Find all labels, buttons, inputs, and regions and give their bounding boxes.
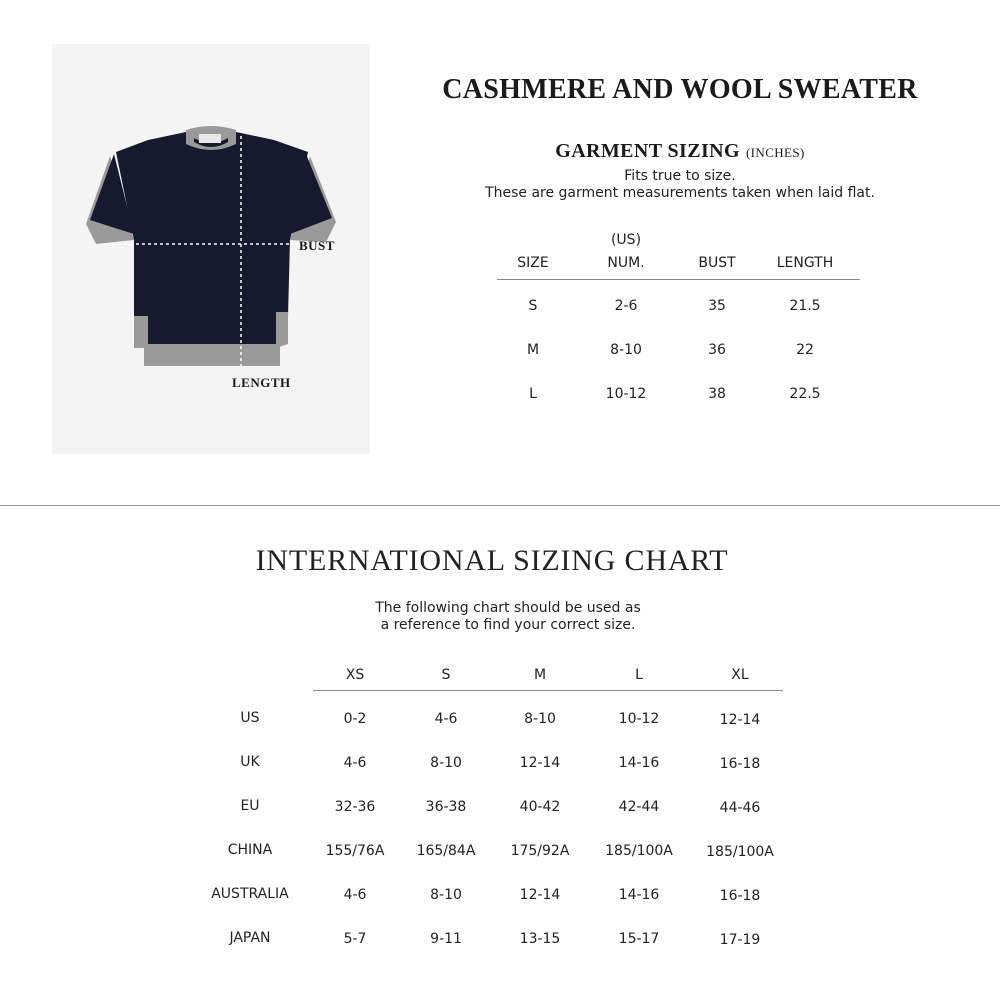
- row-length: 21.5: [789, 298, 821, 314]
- row-length: 22.5: [789, 386, 821, 402]
- size-cell: 185/100A: [605, 843, 673, 859]
- size-header-m: M: [533, 667, 547, 683]
- garment-sizing-heading: [380, 140, 980, 163]
- size-header-l: L: [635, 667, 643, 683]
- size-cell: 155/76A: [325, 843, 385, 859]
- row-bust: 36: [708, 342, 726, 358]
- size-cell: 4-6: [434, 711, 458, 727]
- size-cell: 16-18: [719, 756, 761, 772]
- region-label: UK: [240, 754, 260, 770]
- size-cell: 36-38: [425, 799, 467, 815]
- header-length: LENGTH: [776, 255, 834, 271]
- region-label: AUSTRALIA: [211, 886, 289, 902]
- size-cell: 0-2: [343, 711, 367, 727]
- size-cell: 5-7: [343, 931, 367, 947]
- size-cell: 12-14: [519, 887, 561, 903]
- length-label: LENGTH: [232, 375, 291, 390]
- size-cell: 12-14: [719, 712, 761, 728]
- region-label: US: [240, 710, 260, 726]
- header-num: NUM.: [607, 255, 645, 271]
- garment-note-line2: These are garment measurements taken when laid flat.: [485, 185, 875, 201]
- size-cell: 42-44: [618, 799, 660, 815]
- row-bust: 38: [708, 386, 726, 402]
- size-cell: 8-10: [430, 755, 462, 771]
- size-cell: 32-36: [334, 799, 376, 815]
- section-divider: [0, 505, 1000, 506]
- garment-sizing-title: GARMENT SIZING: [555, 140, 740, 162]
- size-cell: 14-16: [618, 887, 660, 903]
- size-cell: 14-16: [618, 755, 660, 771]
- size-cell: 13-15: [519, 931, 561, 947]
- size-cell: 15-17: [618, 931, 660, 947]
- size-cell: 4-6: [343, 887, 367, 903]
- international-header-rule: [313, 690, 783, 691]
- row-size: L: [529, 386, 537, 402]
- size-cell: 185/100A: [706, 844, 774, 860]
- garment-sizing-unit: (INCHES): [745, 145, 805, 160]
- row-size: M: [526, 342, 540, 358]
- size-cell: 175/92A: [510, 843, 570, 859]
- row-length: 22: [796, 342, 814, 358]
- row-num: 2-6: [614, 298, 638, 314]
- international-note-line2: a reference to find your correct size.: [380, 617, 636, 633]
- size-header-s: S: [441, 667, 451, 683]
- size-cell: 8-10: [430, 887, 462, 903]
- header-us-prefix: (US): [610, 232, 642, 248]
- international-title: INTERNATIONAL SIZING CHART: [255, 544, 729, 577]
- size-cell: 12-14: [519, 755, 561, 771]
- region-label: CHINA: [227, 842, 273, 858]
- size-cell: 8-10: [524, 711, 556, 727]
- size-cell: 4-6: [343, 755, 367, 771]
- row-bust: 35: [708, 298, 726, 314]
- size-header-xs: XS: [345, 667, 365, 683]
- size-cell: 44-46: [719, 800, 761, 816]
- row-num: 8-10: [610, 342, 642, 358]
- garment-header-rule: [497, 279, 860, 280]
- size-cell: 9-11: [430, 931, 462, 947]
- size-cell: 40-42: [519, 799, 561, 815]
- product-title: CASHMERE AND WOOL SWEATER: [442, 74, 918, 105]
- size-cell: 165/84A: [416, 843, 476, 859]
- bust-label: BUST: [299, 238, 335, 253]
- row-size: S: [528, 298, 538, 314]
- size-header-xl: XL: [731, 667, 749, 683]
- international-note-line1: The following chart should be used as: [375, 600, 641, 616]
- size-cell: 17-19: [719, 932, 761, 948]
- region-label: JAPAN: [229, 930, 271, 946]
- region-label: EU: [240, 798, 260, 814]
- size-cell: 10-12: [618, 711, 660, 727]
- row-num: 10-12: [605, 386, 647, 402]
- size-cell: 16-18: [719, 888, 761, 904]
- header-bust: BUST: [698, 255, 736, 271]
- header-size: SIZE: [517, 255, 549, 271]
- garment-note-line1: Fits true to size.: [624, 168, 736, 184]
